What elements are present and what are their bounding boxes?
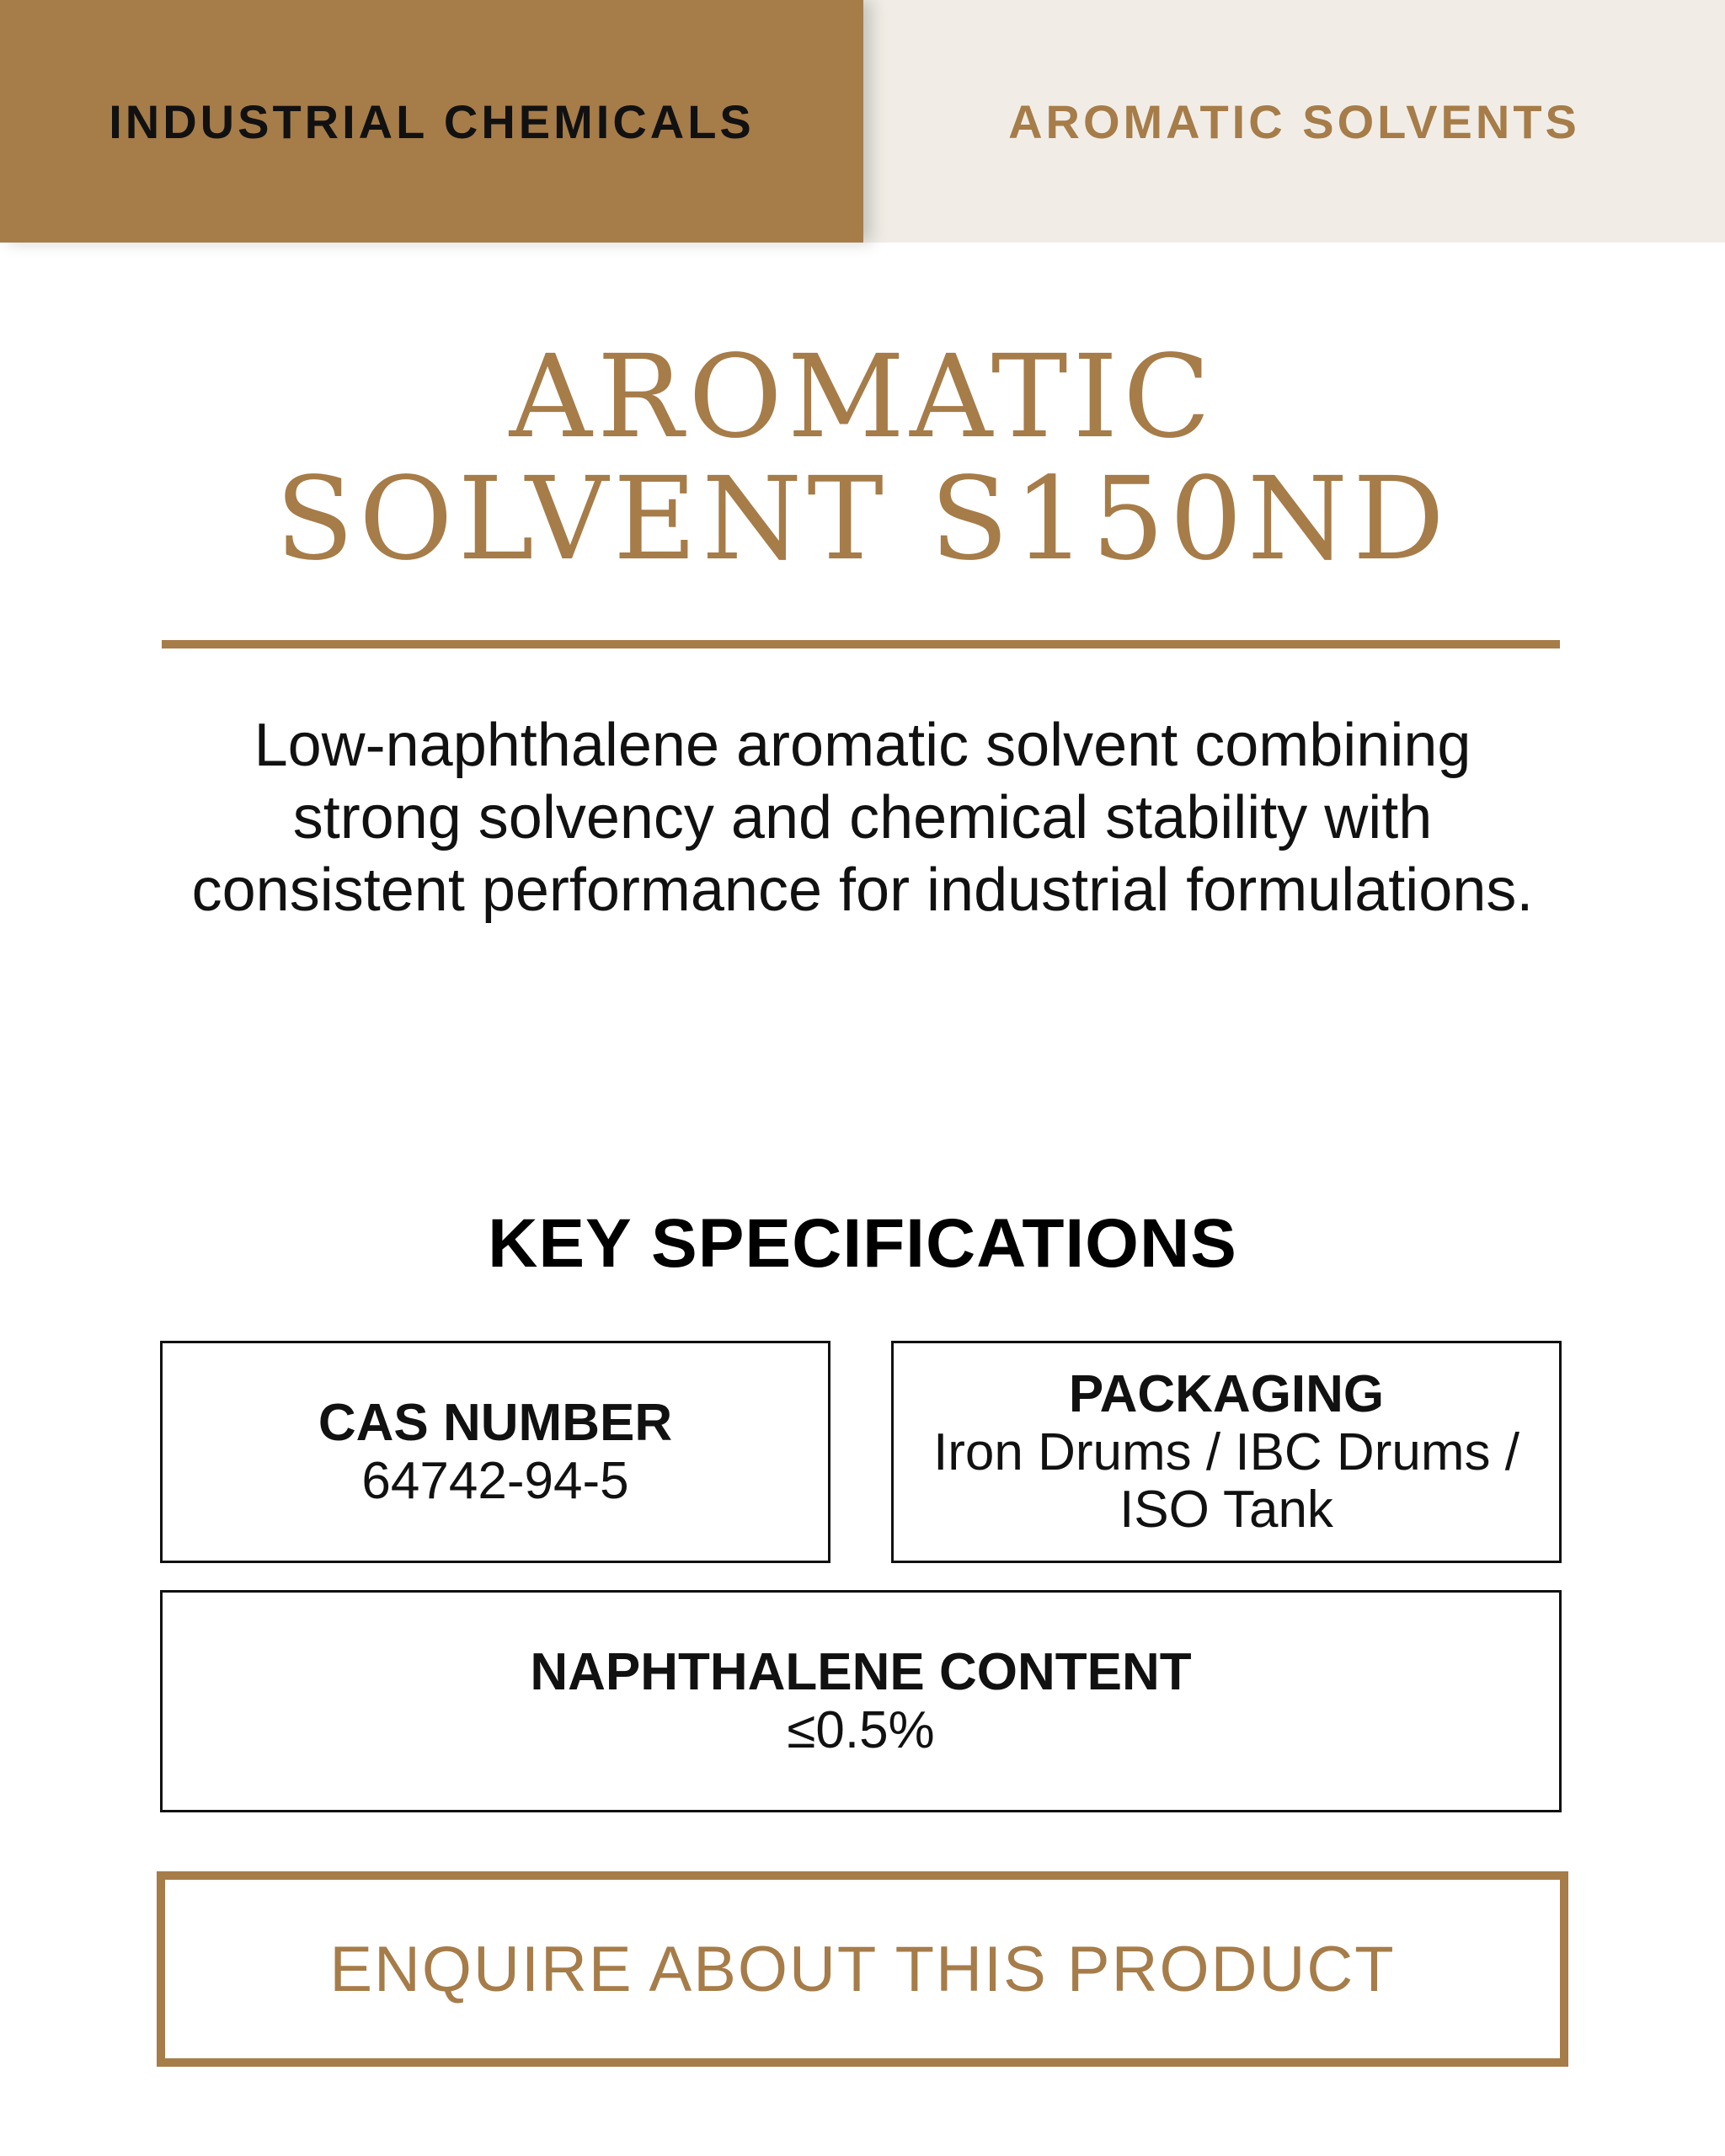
spec-label-naphthalene-content: NAPHTHALENE CONTENT [530,1643,1192,1701]
product-description: Low-naphthalene aromatic solvent combining strong solvency and chemical stability with consistent performance for industrial formulations. [191,712,1534,924]
spec-card-packaging [891,1341,1562,1563]
enquire-button[interactable] [157,1871,1568,2067]
tab-industrial-chemicals[interactable] [0,0,863,243]
product-title [0,331,1725,586]
spec-value-cas-number: 64742-94-5 [361,1452,629,1510]
spec-label-cas-number: CAS NUMBER [318,1394,673,1452]
category-tab-bar [0,0,1725,243]
tab-aromatic-solvents[interactable] [863,0,1725,243]
spec-label-packaging: PACKAGING [1068,1365,1385,1423]
product-title-line-1: AROMATIC [509,331,1216,464]
title-divider [162,640,1560,648]
tab-aromatic-solvents-label: AROMATIC SOLVENTS [1008,94,1580,148]
tab-industrial-chemicals-label: INDUSTRIAL CHEMICALS [109,94,755,148]
enquire-button-label: ENQUIRE ABOUT THIS PRODUCT [329,1933,1396,2005]
spec-card-cas-number [160,1341,830,1563]
key-specifications-heading: KEY SPECIFICATIONS [488,1205,1237,1282]
product-title-line-2: SOLVENT S150ND [275,453,1450,586]
spec-value-naphthalene-content: ≤0.5% [787,1701,935,1759]
spec-value-packaging: Iron Drums / IBC Drums / ISO Tank [933,1423,1519,1539]
spec-card-naphthalene-content [160,1590,1562,1812]
